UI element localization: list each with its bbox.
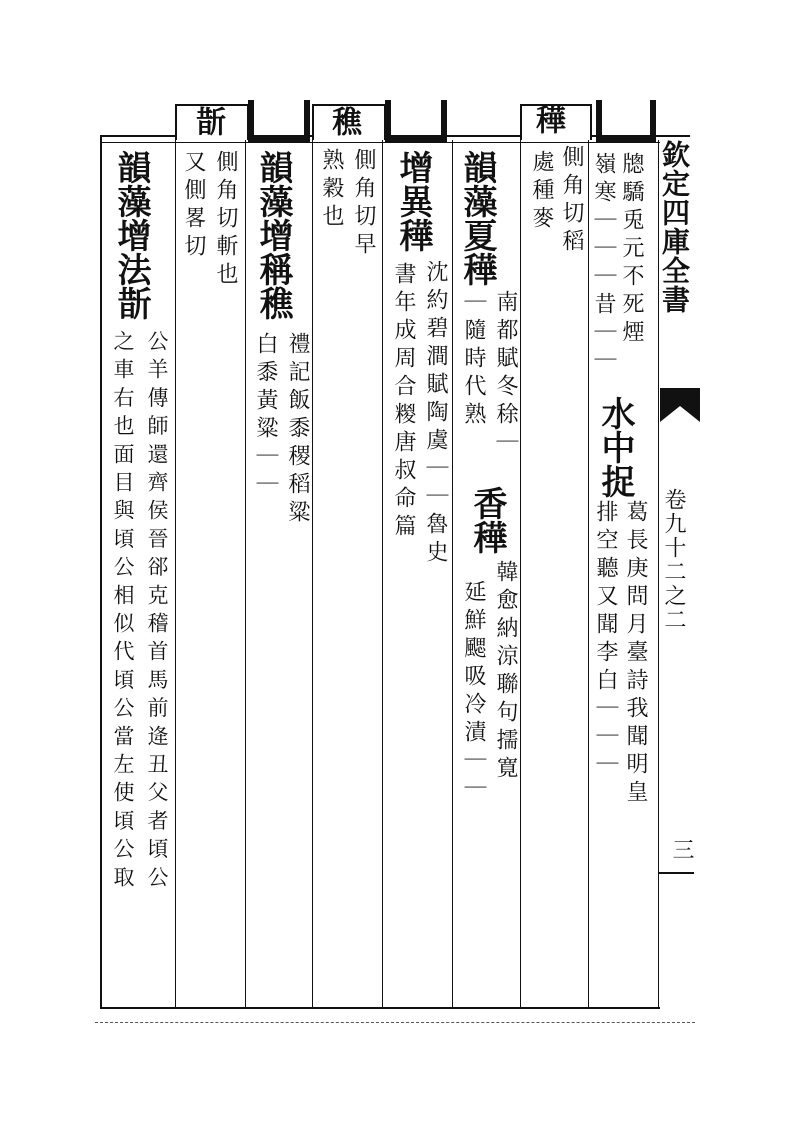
entry-character: 穛 (326, 106, 361, 136)
text-column: 葛長庚問月臺詩我聞明皇 (623, 500, 648, 808)
column-divider (382, 104, 383, 1008)
text-column: 沈約碧澗賦陶虞｜｜魯史 (423, 260, 448, 568)
fish-tail-mark-icon (660, 388, 700, 428)
headword: 韻藻增稱穛 (253, 150, 293, 320)
entry-character: 斮 (190, 106, 225, 136)
headword: 韻藻增法斮 (111, 150, 151, 320)
column-divider (312, 104, 313, 1008)
headword: 韻藻夏䅿 (457, 150, 497, 286)
volume-label: 卷九十二之二 (661, 488, 686, 632)
text-column: 公羊傳師還齊侯晉郤克稽首馬前逄丑父者頃公 (145, 330, 169, 894)
text-column: 熟穀也 (319, 148, 344, 232)
text-column: 排空聽又聞李白｜｜｜ (593, 500, 618, 780)
text-column: 牕驕兎元不死煙 (619, 152, 644, 348)
column-divider (452, 140, 453, 1008)
headword: 增異䅿 (393, 150, 433, 252)
entry-character: 䅿 (530, 104, 565, 134)
column-divider (175, 104, 176, 1008)
text-column: 書年成周合糉唐叔命篇 (391, 262, 416, 542)
frame-left-line (100, 136, 102, 1008)
header-bracket (385, 100, 447, 142)
text-column: 韓愈納涼聯句擩寛 (493, 560, 518, 784)
column-divider (245, 104, 246, 1008)
page-number: 三 (669, 838, 694, 860)
series-title: 欽定四庫全書 (658, 140, 691, 314)
text-column: 白黍黃粱｜｜ (253, 332, 278, 500)
text-column: 側角切早 (351, 148, 376, 260)
text-column: 延鮮颸吸冷漬｜｜ (461, 580, 486, 804)
headword: 水中捉 (595, 396, 635, 498)
margin-underline (658, 872, 694, 874)
text-column: 側角切稻 (559, 145, 584, 257)
column-divider (588, 140, 589, 1008)
header-bracket (596, 100, 656, 142)
text-column: ｜隨時代熟 (461, 290, 486, 430)
page-bottom-dash (95, 1022, 695, 1023)
text-column: 處種麥 (529, 150, 554, 234)
text-column: 又側畧切 (181, 150, 206, 262)
text-column: 禮記飯黍稷稻粱 (285, 332, 310, 528)
header-bracket (248, 100, 310, 142)
column-divider (520, 104, 521, 1008)
frame-bottom-line (100, 1007, 660, 1009)
text-column: 之車右也面目與頃公相似代頃公當左使頃公取 (111, 330, 135, 894)
text-column: 嶺寒｜｜｜昔｜｜ (591, 152, 616, 376)
text-column: 南都賦冬稌｜ (493, 290, 518, 458)
text-column: 側角切斬也 (213, 150, 238, 290)
headword: 香䅿 (467, 486, 507, 554)
frame-inner-top-line (100, 142, 660, 143)
